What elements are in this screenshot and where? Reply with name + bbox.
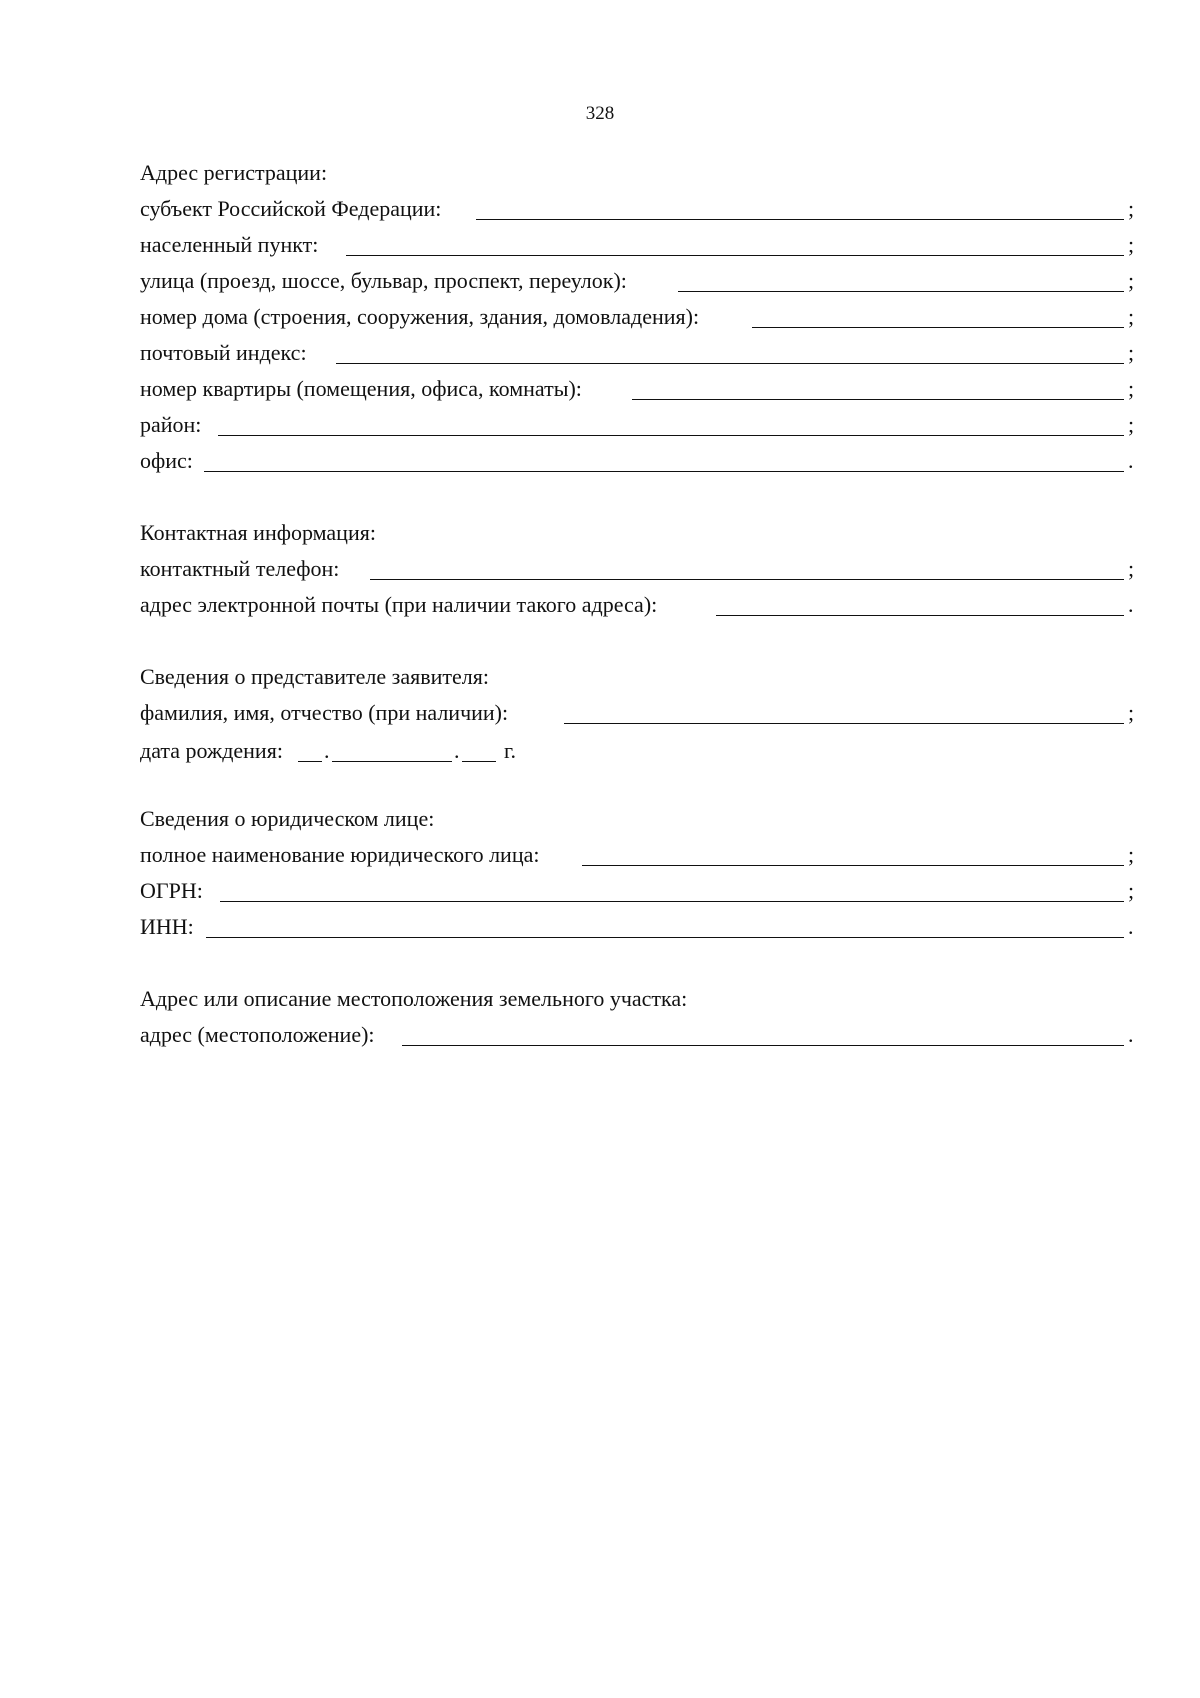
- postal-index-label: почтовый индекс:: [140, 340, 307, 365]
- postal-index-field[interactable]: [336, 363, 1124, 364]
- house-label: номер дома (строения, сооружения, здания, домовладения):: [140, 304, 700, 329]
- birth-year-field[interactable]: [462, 761, 496, 762]
- phone-label: контактный телефон:: [140, 556, 340, 581]
- period: .: [1128, 914, 1134, 939]
- ogrn-field[interactable]: [220, 901, 1124, 902]
- office-field[interactable]: [204, 471, 1124, 472]
- representative-heading: Сведения о представителе заявителя:: [140, 664, 489, 689]
- house-field[interactable]: [752, 327, 1124, 328]
- semicolon: ;: [1128, 304, 1135, 329]
- contact-heading: Контактная информация:: [140, 520, 376, 545]
- birth-day-field[interactable]: [298, 761, 322, 762]
- apartment-row: [140, 374, 1136, 404]
- subject-field[interactable]: [476, 219, 1124, 220]
- phone-row: [140, 554, 1136, 584]
- legal-entity-heading: Сведения о юридическом лице:: [140, 806, 435, 831]
- page-number: 328: [585, 103, 615, 124]
- legal-name-label: полное наименование юридического лица:: [140, 842, 540, 867]
- semicolon: ;: [1128, 556, 1135, 581]
- land-plot-heading: Адрес или описание местоположения земельного участка:: [140, 986, 688, 1011]
- postal-index-row: [140, 338, 1136, 368]
- apartment-field[interactable]: [632, 399, 1124, 400]
- legal-name-field[interactable]: [582, 865, 1124, 866]
- apartment-label: номер квартиры (помещения, офиса, комнаты):: [140, 376, 582, 401]
- semicolon: ;: [1128, 196, 1135, 221]
- street-label: улица (проезд, шоссе, бульвар, проспект, переулок):: [140, 268, 627, 293]
- period: .: [1128, 1022, 1134, 1047]
- inn-row: [140, 912, 1136, 942]
- settlement-label: населенный пункт:: [140, 232, 319, 257]
- email-label: адрес электронной почты (при наличии такого адреса):: [140, 592, 658, 617]
- ogrn-label: ОГРН:: [140, 878, 203, 903]
- land-address-row: [140, 1020, 1136, 1050]
- year-suffix: г.: [504, 738, 517, 763]
- semicolon: ;: [1128, 376, 1135, 401]
- period: .: [1128, 448, 1134, 473]
- representative-name-label: фамилия, имя, отчество (при наличии):: [140, 700, 509, 725]
- birth-month-field[interactable]: [332, 761, 452, 762]
- email-row: [140, 590, 1136, 620]
- district-field[interactable]: [218, 435, 1124, 436]
- subject-label: субъект Российской Федерации:: [140, 196, 442, 221]
- date-separator: .: [454, 738, 460, 763]
- birth-date-label: дата рождения:: [140, 738, 283, 763]
- street-field[interactable]: [678, 291, 1124, 292]
- house-row: [140, 302, 1136, 332]
- settlement-field[interactable]: [346, 255, 1124, 256]
- inn-field[interactable]: [206, 937, 1124, 938]
- inn-label: ИНН:: [140, 914, 194, 939]
- office-label: офис:: [140, 448, 193, 473]
- semicolon: ;: [1128, 412, 1135, 437]
- semicolon: ;: [1128, 842, 1135, 867]
- date-separator: .: [324, 738, 330, 763]
- settlement-row: [140, 230, 1136, 260]
- land-address-label: адрес (местоположение):: [140, 1022, 375, 1047]
- representative-name-row: [140, 698, 1136, 728]
- semicolon: ;: [1128, 268, 1135, 293]
- semicolon: ;: [1128, 700, 1135, 725]
- ogrn-row: [140, 876, 1136, 906]
- semicolon: ;: [1128, 878, 1135, 903]
- land-address-field[interactable]: [402, 1045, 1124, 1046]
- period: .: [1128, 592, 1134, 617]
- district-label: район:: [140, 412, 202, 437]
- representative-name-field[interactable]: [564, 723, 1124, 724]
- office-row: [140, 446, 1136, 476]
- email-field[interactable]: [716, 615, 1124, 616]
- district-row: [140, 410, 1136, 440]
- registration-heading: Адрес регистрации:: [140, 160, 328, 185]
- street-row: [140, 266, 1136, 296]
- semicolon: ;: [1128, 232, 1135, 257]
- legal-name-row: [140, 840, 1136, 870]
- subject-row: [140, 194, 1136, 224]
- phone-field[interactable]: [370, 579, 1124, 580]
- semicolon: ;: [1128, 340, 1135, 365]
- birth-date-row: [140, 736, 640, 766]
